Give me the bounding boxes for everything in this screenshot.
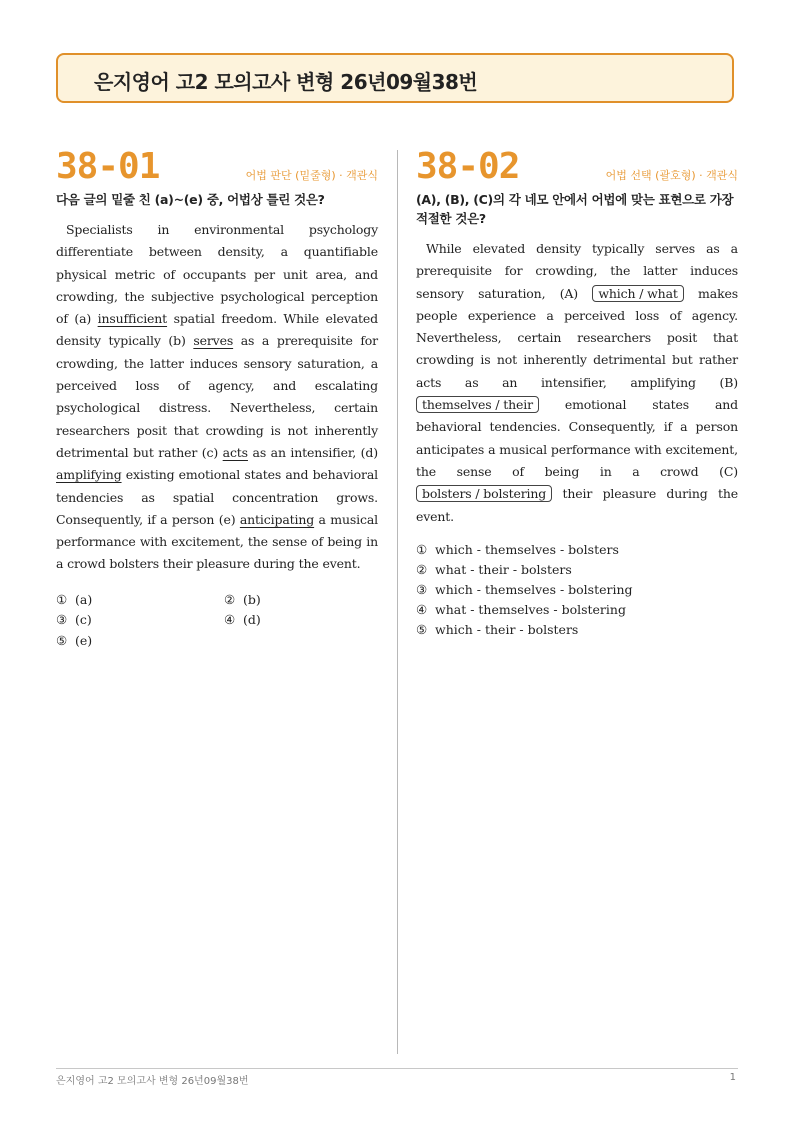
underlined-word-a: insufficient — [97, 311, 168, 327]
choice-box-b: themselves / their — [416, 396, 539, 413]
passage-text: a musical performance with excitement, the sense of being in a crowd bolsters their pleasure during the event. — [56, 511, 378, 572]
choice-mark: ④ — [416, 601, 428, 617]
question-type: 어법 판단 (밑줄형) · 객관식 — [245, 169, 378, 182]
choice-3[interactable] — [416, 580, 738, 600]
question-prompt: 다음 글의 밑줄 친 (a)~(e) 중, 어법상 틀린 것은? — [56, 192, 325, 207]
underlined-word-e: anticipating — [239, 511, 315, 527]
choice-4[interactable] — [416, 600, 738, 620]
passage-text: as a prerequisite for crowding, the latter induces sensory saturation, a perceived loss of agency, and escalating psychological distress. Nevertheless, certain researchers posit that crowding is not inherently detrimental but rather (c) — [56, 333, 379, 460]
passage-text: Specialists in environmental psychology differentiate between density, a quantifiable physical metric of occupants per unit area, and crowding, the subjective psychological perception of (a) — [56, 222, 378, 327]
choice-text: (d) — [243, 612, 261, 628]
choice-mark: ④ — [224, 612, 236, 628]
question-header — [56, 146, 378, 190]
choice-text: (e) — [75, 632, 93, 648]
choice-text: (a) — [75, 591, 93, 607]
choice-text: (c) — [75, 612, 92, 628]
choice-text: (b) — [243, 591, 261, 607]
choice-mark: ③ — [416, 581, 428, 597]
page-number: 1 — [729, 1072, 736, 1083]
choice-text: which - themselves - bolsters — [435, 541, 619, 557]
choice-5[interactable] — [416, 620, 738, 640]
choice-2[interactable] — [224, 590, 374, 611]
question-passage — [416, 238, 738, 528]
choice-5[interactable] — [56, 631, 224, 652]
choice-mark: ① — [416, 541, 428, 557]
passage-text: While elevated density typically serves as a prerequisite for crowding, the latter induces sensory saturation, (A) — [416, 241, 738, 301]
question-38-01 — [56, 146, 379, 651]
choice-text: what - themselves - bolstering — [435, 601, 626, 617]
passage-text: their pleasure during the event. — [416, 486, 738, 524]
choice-1[interactable] — [56, 590, 224, 611]
choice-mark: ③ — [56, 612, 68, 628]
choice-mark: ⑤ — [416, 621, 428, 637]
question-header — [416, 146, 738, 190]
question-number: 38-02 — [416, 146, 520, 187]
choice-4[interactable] — [224, 610, 374, 631]
choice-mark: ① — [56, 591, 68, 607]
question-38-02 — [416, 146, 739, 640]
choice-mark: ② — [416, 561, 428, 577]
footer-title: 은지영어 고2 모의고사 변형 26년09월38번 — [56, 1076, 249, 1087]
passage-text: spatial freedom. While elevated density typically (b) — [56, 311, 378, 349]
underlined-word-c: acts — [222, 444, 248, 460]
answer-choices — [416, 540, 738, 640]
page-header — [56, 53, 734, 103]
question-number: 38-01 — [56, 146, 160, 187]
page-title: 은지영어 고2 모의고사 변형 26년09월38번 — [94, 70, 478, 94]
passage-text: existing emotional states and behavioral tendencies as spatial concentration grows. Consequently, if a person (e) — [56, 467, 378, 527]
choice-1[interactable] — [416, 540, 738, 560]
choice-mark: ② — [224, 591, 236, 607]
passage-text: emotional states and behavioral tendencies. Consequently, if a person anticipates a musical performance with excitement, the sense of being in a crowd (C) — [416, 397, 738, 479]
underlined-word-b: serves — [193, 333, 234, 349]
underlined-word-d: amplifying — [56, 467, 122, 483]
column-divider — [397, 150, 398, 1054]
question-type: 어법 선택 (괄호형) · 객관식 — [605, 169, 738, 182]
choice-3[interactable] — [56, 610, 224, 631]
answer-choices — [56, 590, 378, 652]
passage-text: makes people experience a perceived loss of agency. Nevertheless, certain researchers posit that crowding is not inherently detrimental but rather acts as an intensifier, amplifying (B) — [416, 285, 739, 390]
choice-mark: ⑤ — [56, 632, 68, 648]
choice-box-c: bolsters / bolstering — [416, 485, 552, 502]
choice-2[interactable] — [416, 560, 738, 580]
choice-text: what - their - bolsters — [435, 561, 572, 577]
choice-text: which - their - bolsters — [435, 621, 579, 637]
question-prompt: (A), (B), (C)의 각 네모 안에서 어법에 맞는 표현으로 가장 적절한 것은? — [416, 192, 734, 226]
choice-text: which - themselves - bolstering — [435, 581, 633, 597]
choice-box-a: which / what — [592, 285, 683, 302]
footer-divider — [56, 1068, 738, 1069]
question-passage — [56, 219, 378, 576]
passage-text: as an intensifier, (d) — [247, 444, 378, 460]
